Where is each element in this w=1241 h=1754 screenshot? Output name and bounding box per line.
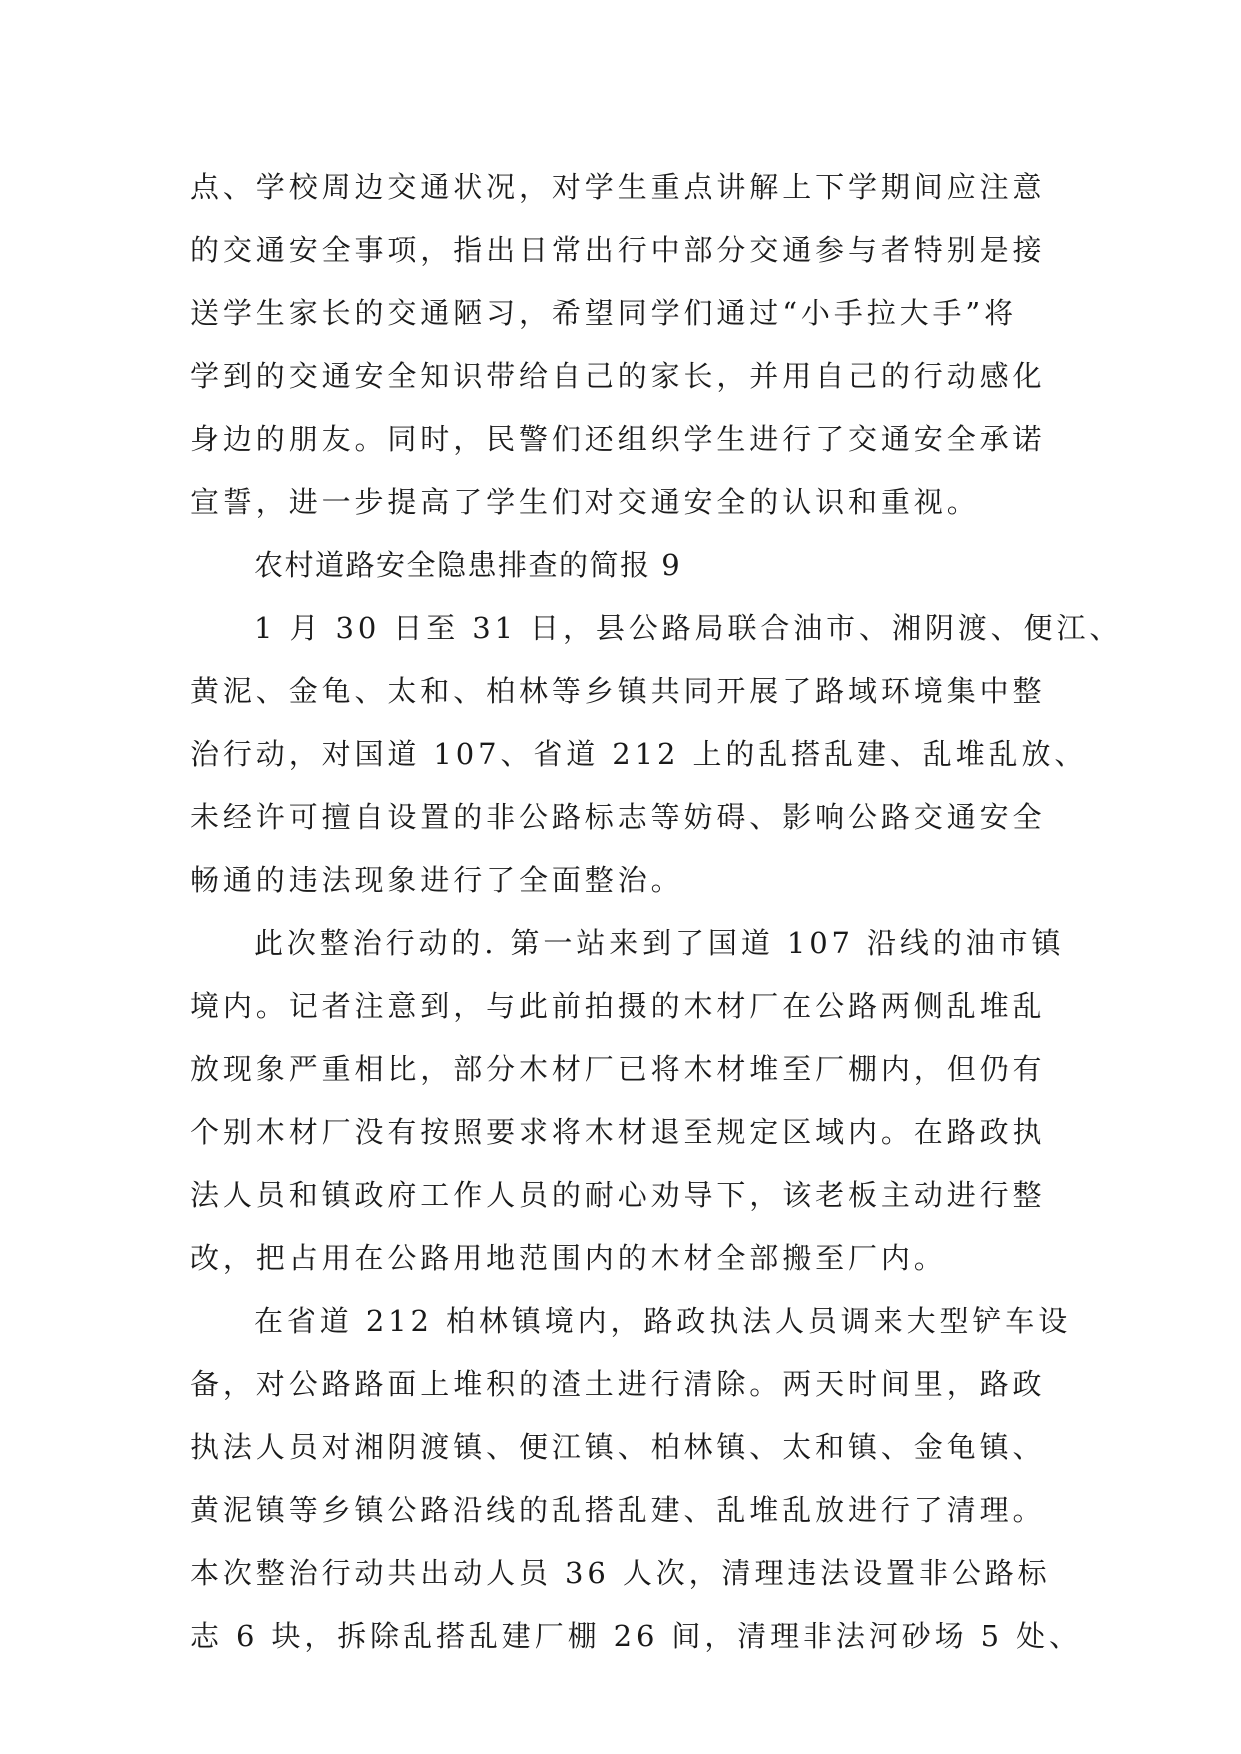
text-line: 放现象严重相比，部分木材厂已将木材堆至厂棚内，但仍有 (190, 1052, 1046, 1086)
text-line: 身边的朋友。同时，民警们还组织学生进行了交通安全承诺 (190, 422, 1046, 456)
paragraph-first-line: 此次整治行动的. 第一站来到了国道 107 沿线的油市镇 (254, 926, 1065, 960)
paragraph-first-line: 在省道 212 柏林镇境内，路政执法人员调来大型铲车设 (254, 1304, 1072, 1338)
text-line: 黄泥镇等乡镇公路沿线的乱搭乱建、乱堆乱放进行了清理。 (190, 1493, 1046, 1527)
text-line: 学到的交通安全知识带给自己的家长，并用自己的行动感化 (190, 359, 1046, 393)
text-line: 执法人员对湘阴渡镇、便江镇、柏林镇、太和镇、金龟镇、 (190, 1430, 1046, 1464)
text-line: 送学生家长的交通陋习，希望同学们通过“小手拉大手”将 (190, 296, 1018, 330)
text-line: 畅通的违法现象进行了全面整治。 (190, 863, 684, 897)
text-line: 点、学校周边交通状况，对学生重点讲解上下学期间应注意 (190, 170, 1046, 204)
document-body (190, 156, 1123, 1668)
text-line: 的交通安全事项，指出日常出行中部分交通参与者特别是接 (190, 233, 1046, 267)
text-line: 境内。记者注意到，与此前拍摄的木材厂在公路两侧乱堆乱 (190, 989, 1046, 1023)
text-line: 改，把占用在公路用地范围内的木材全部搬至厂内。 (190, 1241, 947, 1275)
text-line: 治行动，对国道 107、省道 212 上的乱搭乱建、乱堆乱放、 (190, 737, 1088, 771)
text-line: 法人员和镇政府工作人员的耐心劝导下，该老板主动进行整 (190, 1178, 1046, 1212)
text-line: 黄泥、金龟、太和、柏林等乡镇共同开展了路域环境集中整 (190, 674, 1046, 708)
paragraph-first-line: 1 月 30 日至 31 日，县公路局联合油市、湘阴渡、便江、 (254, 611, 1123, 645)
text-line: 本次整治行动共出动人员 36 人次，清理违法设置非公路标 (190, 1556, 1051, 1590)
text-line: 个别木材厂没有按照要求将木材退至规定区域内。在路政执 (190, 1115, 1046, 1149)
text-line: 备，对公路路面上堆积的渣土进行清除。两天时间里，路政 (190, 1367, 1046, 1401)
text-line: 宣誓，进一步提高了学生们对交通安全的认识和重视。 (190, 485, 980, 519)
text-line: 未经许可擅自设置的非公路标志等妨碍、影响公路交通安全 (190, 800, 1046, 834)
text-line: 志 6 块，拆除乱搭乱建厂棚 26 间，清理非法河砂场 5 处、 (190, 1619, 1082, 1653)
section-heading: 农村道路安全隐患排查的简报 9 (254, 548, 682, 582)
